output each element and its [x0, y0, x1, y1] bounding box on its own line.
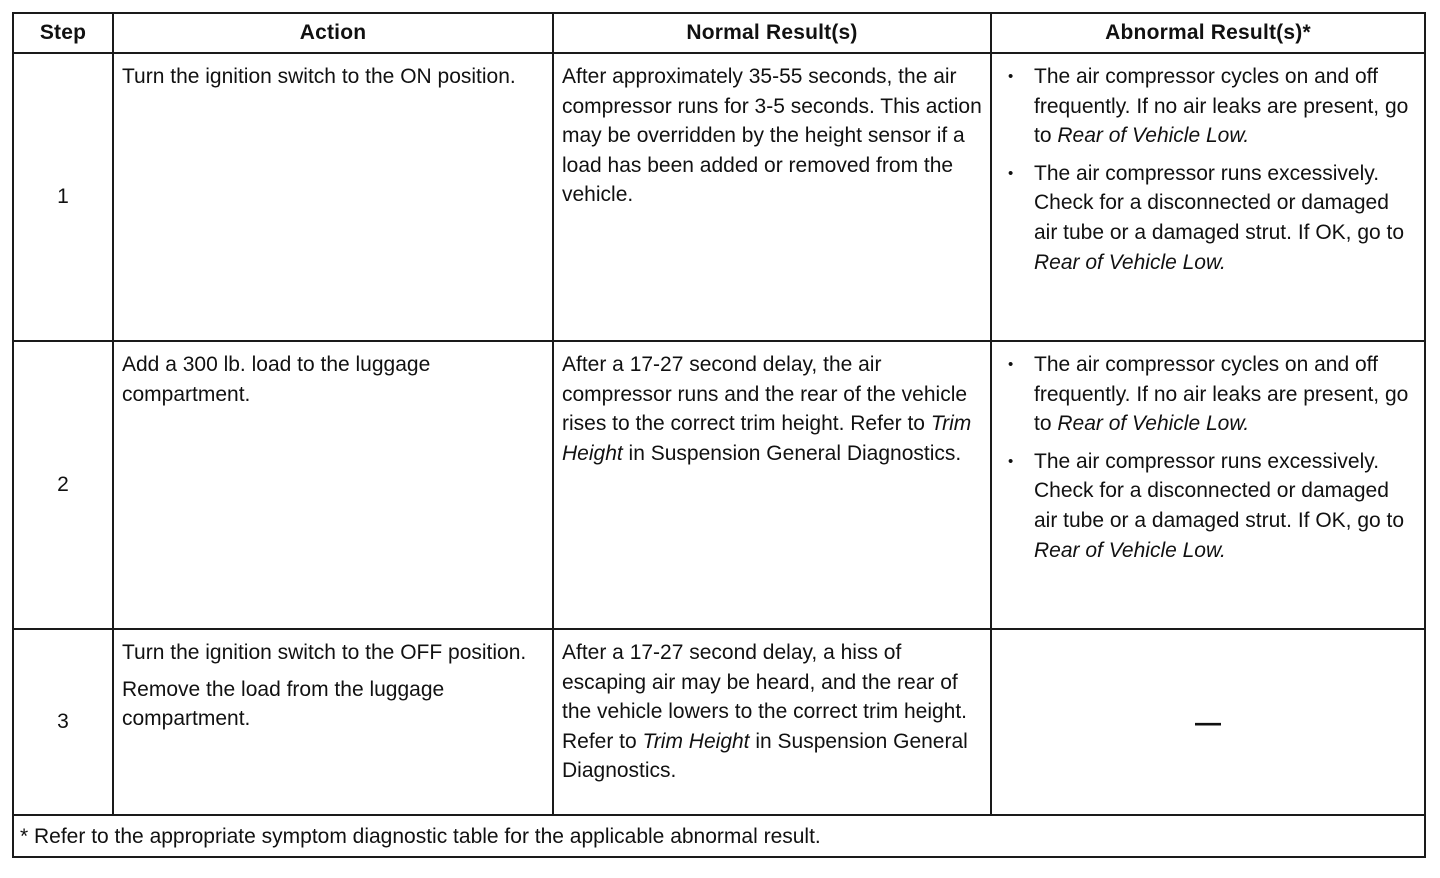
action-text: Turn the ignition switch to the OFF position.	[122, 641, 527, 664]
abnormal-result-cell	[991, 53, 1425, 341]
header-normal-results: Normal Result(s)	[553, 13, 991, 53]
list-item: • The air compressor cycles on and off frequently. If no air leaks are present, go to Rear of Vehicle Low.	[1034, 350, 1416, 439]
step-number: 2	[13, 341, 113, 629]
diagnostic-table	[12, 12, 1426, 858]
header-action: Action	[113, 13, 553, 53]
rear-of-vehicle-low-reference: Rear of Vehicle Low.	[1057, 412, 1250, 436]
footnote-row	[13, 815, 1425, 857]
action-cell	[113, 53, 553, 341]
step-number: 1	[13, 53, 113, 341]
normal-result-cell	[553, 629, 991, 815]
table-header-row	[13, 13, 1425, 53]
diagnostic-table-sheet	[12, 12, 1424, 858]
header-abnormal-results: Abnormal Result(s)*	[991, 13, 1425, 53]
action-text: Remove the load from the luggage compartment.	[122, 677, 445, 731]
normal-result-text: After a 17-27 second delay, the air compressor runs and the rear of the vehicle rises to the correct trim height. Refer to Trim Height in Suspension General Diagnostics.	[562, 353, 972, 465]
list-item: • The air compressor runs excessively. Check for a disconnected or damaged air tube or a damaged strut. If OK, go to Rear of Vehicle Low.	[1034, 447, 1416, 565]
header-step: Step	[13, 13, 113, 53]
table-row	[13, 629, 1425, 815]
footnote: * Refer to the appropriate symptom diagnostic table for the applicable abnormal result.	[13, 815, 1425, 857]
action-cell	[113, 341, 553, 629]
trim-height-reference: Trim Height	[562, 412, 972, 465]
table-row	[13, 341, 1425, 629]
normal-result-text: After a 17-27 second delay, a hiss of escaping air may be heard, and the rear of the vehicle lowers to the correct trim height. Refer to Trim Height in Suspension General Diagnostics.	[562, 641, 968, 783]
normal-result-cell	[553, 53, 991, 341]
action-text: Add a 300 lb. load to the luggage compartment.	[122, 353, 431, 406]
abnormal-result-none: —	[991, 629, 1425, 815]
table-row	[13, 53, 1425, 341]
action-cell	[113, 629, 553, 815]
rear-of-vehicle-low-reference: Rear of Vehicle Low.	[1034, 538, 1226, 562]
rear-of-vehicle-low-reference: Rear of Vehicle Low.	[1034, 250, 1226, 274]
step-number: 3	[13, 629, 113, 815]
rear-of-vehicle-low-reference: Rear of Vehicle Low.	[1057, 124, 1250, 148]
action-text: Turn the ignition switch to the ON position.	[122, 65, 516, 88]
trim-height-reference: Trim Height	[642, 729, 750, 753]
list-item: • The air compressor runs excessively. Check for a disconnected or damaged air tube or a damaged strut. If OK, go to Rear of Vehicle Low.	[1034, 159, 1416, 277]
normal-result-text: After approximately 35-55 seconds, the air compressor runs for 3-5 seconds. This action may be overridden by the height sensor if a load has been added or removed from the vehicle.	[562, 65, 982, 207]
abnormal-result-cell	[991, 341, 1425, 629]
list-item: • The air compressor cycles on and off frequently. If no air leaks are present, go to Rear of Vehicle Low.	[1034, 62, 1416, 151]
normal-result-cell	[553, 341, 991, 629]
